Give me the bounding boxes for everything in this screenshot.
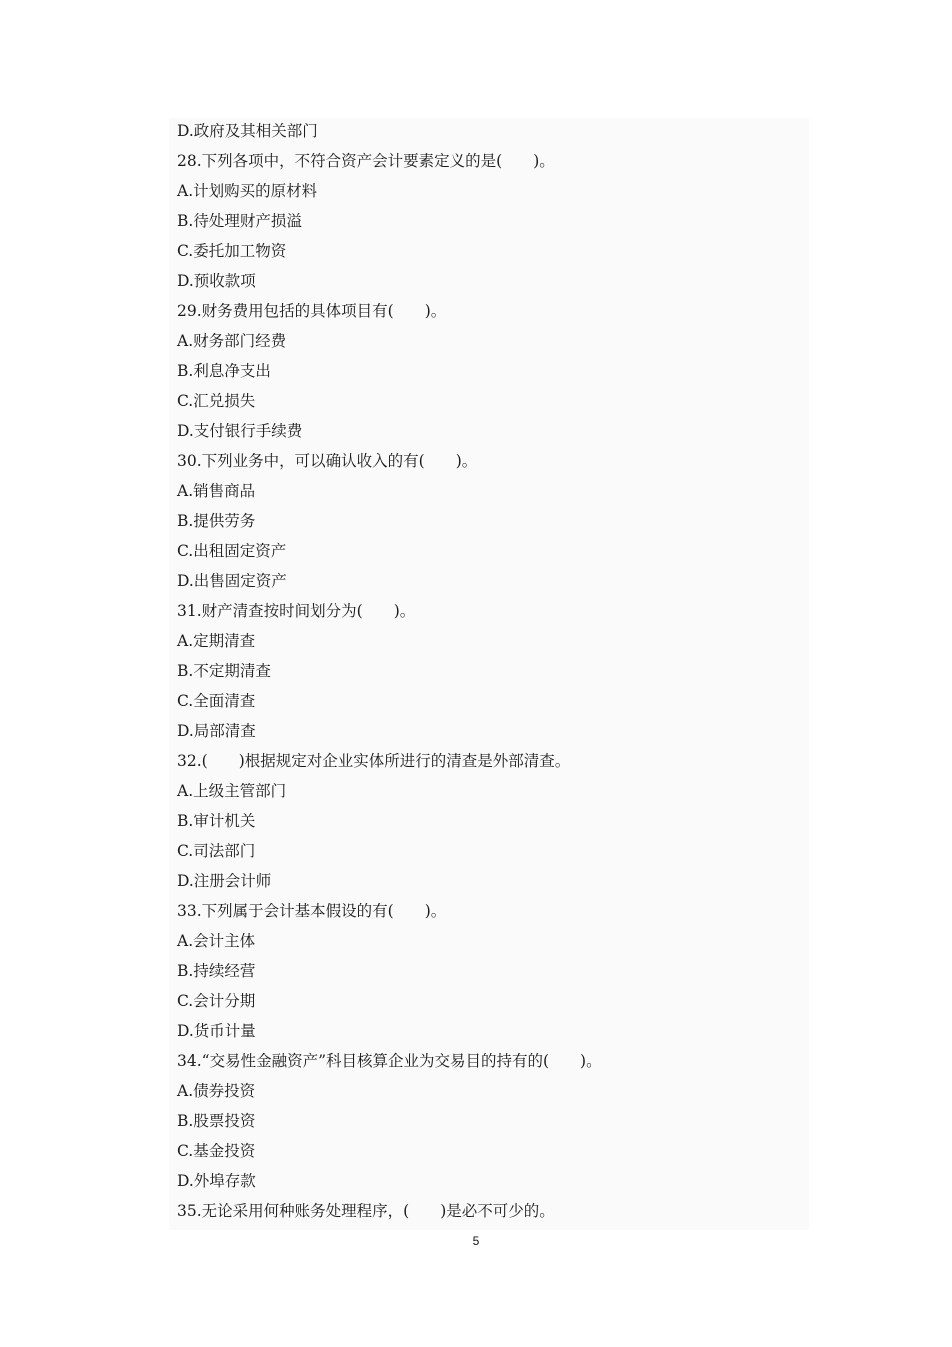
option-text: D.出售固定资产 (177, 572, 287, 590)
option-text: B.股票投资 (177, 1112, 256, 1130)
option-text: B.利息净支出 (177, 362, 271, 380)
option-text: D.支付银行手续费 (177, 422, 303, 440)
option-text: A.上级主管部门 (177, 782, 287, 800)
option-text: C.汇兑损失 (177, 392, 256, 410)
option-text: D.局部清查 (177, 722, 256, 740)
option-text: B.提供劳务 (177, 512, 256, 530)
question-text: 34.“交易性金融资产”科目核算企业为交易目的持有的( )。 (177, 1052, 602, 1070)
option-text: B.待处理财产损溢 (177, 212, 302, 230)
question-content (169, 118, 809, 1230)
option-text: C.司法部门 (177, 842, 256, 860)
question-text: 35.无论采用何种账务处理程序，( )是必不可少的。 (177, 1202, 555, 1220)
option-text: D.政府及其相关部门 (177, 122, 318, 140)
option-text: B.审计机关 (177, 812, 256, 830)
option-text: D.预收款项 (177, 272, 256, 290)
option-text: D.注册会计师 (177, 872, 272, 890)
option-text: A.债券投资 (177, 1082, 256, 1100)
option-text: C.委托加工物资 (177, 242, 287, 260)
option-text: A.计划购买的原材料 (177, 182, 318, 200)
question-text: 33.下列属于会计基本假设的有( )。 (177, 902, 447, 920)
option-text: C.会计分期 (177, 992, 256, 1010)
option-text: C.出租固定资产 (177, 542, 287, 560)
option-text: B.持续经营 (177, 962, 256, 980)
option-text: C.全面清查 (177, 692, 256, 710)
option-text: A.销售商品 (177, 482, 256, 500)
option-text: B.不定期清查 (177, 662, 271, 680)
option-text: D.外埠存款 (177, 1172, 256, 1190)
question-text: 28.下列各项中，不符合资产会计要素定义的是( )。 (177, 152, 555, 170)
option-text: C.基金投资 (177, 1142, 256, 1160)
question-text: 29.财务费用包括的具体项目有( )。 (177, 302, 447, 320)
option-text: A.定期清查 (177, 632, 256, 650)
question-text: 30.下列业务中，可以确认收入的有( )。 (177, 452, 478, 470)
question-text: 32.( )根据规定对企业实体所进行的清查是外部清查。 (177, 752, 571, 770)
option-text: D.货币计量 (177, 1022, 256, 1040)
option-text: A.财务部门经费 (177, 332, 287, 350)
question-text: 31.财产清查按时间划分为( )。 (177, 602, 416, 620)
option-text: A.会计主体 (177, 932, 256, 950)
page-number: 5 (472, 1234, 480, 1248)
